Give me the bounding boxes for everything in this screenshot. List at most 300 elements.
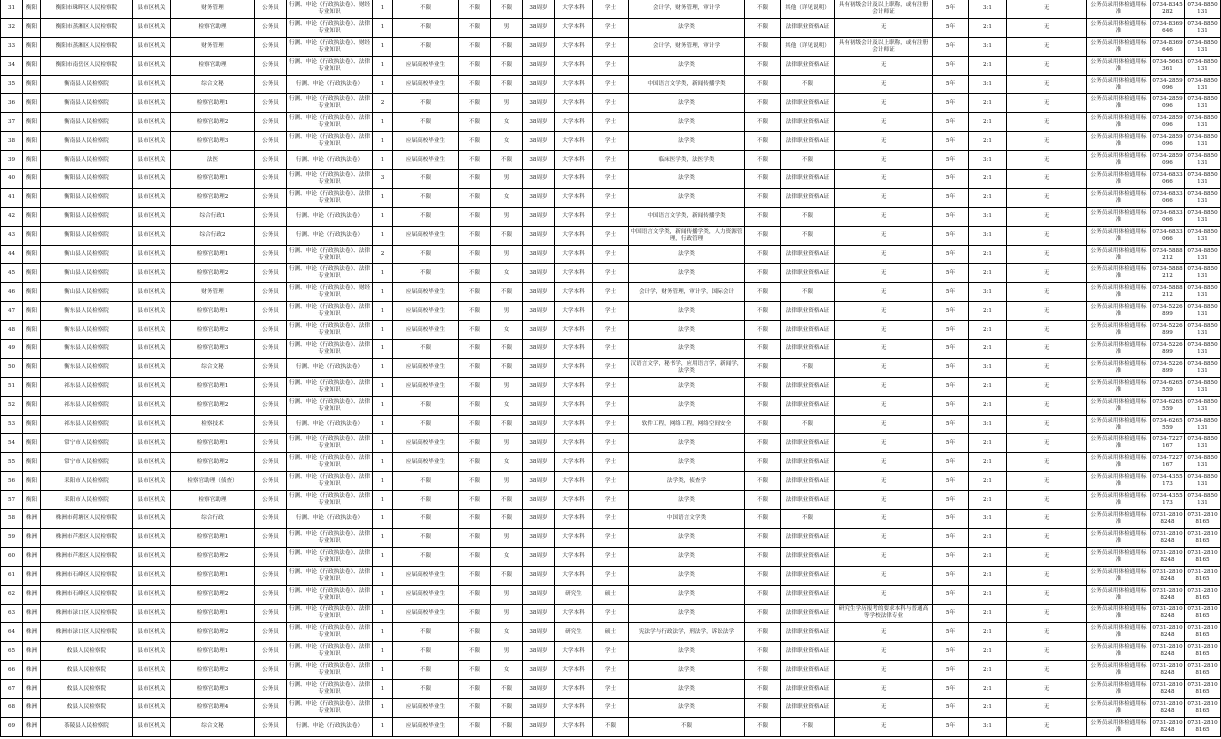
agency-cell: 衡南县人民检察院 xyxy=(41,151,133,170)
physical-exam-cell: 公务员录用体检通用标准 xyxy=(1087,302,1151,321)
education-cell: 大学本科 xyxy=(555,94,593,113)
gender-cell: 男 xyxy=(491,18,523,37)
agency-cell: 攸县人民检察院 xyxy=(41,680,133,699)
agency-level-cell: 县市区机关 xyxy=(133,226,171,245)
education-cell: 大学本科 xyxy=(555,0,593,18)
ethnicity-cell: 不限 xyxy=(459,18,491,37)
seq-cell: 38 xyxy=(1,132,23,151)
service-years-cell: 5年 xyxy=(933,680,969,699)
qualification-cell: 不限 xyxy=(781,358,835,377)
staff-type-cell: 公务员 xyxy=(255,453,287,472)
skills-test-cell: 无 xyxy=(1007,604,1087,623)
political-status-cell: 不限 xyxy=(745,604,781,623)
position-cell: 检察官助理 xyxy=(171,56,255,75)
qualification-cell: 法律职业资格A证 xyxy=(781,566,835,585)
ethnicity-cell: 不限 xyxy=(459,151,491,170)
supervisor-phone-cell: 0734-8850131 xyxy=(1185,340,1221,359)
staff-type-cell: 公务员 xyxy=(255,188,287,207)
service-years-cell: 5年 xyxy=(933,623,969,642)
seq-cell: 33 xyxy=(1,37,23,56)
interview-ratio-cell: 2:1 xyxy=(969,113,1007,132)
ethnicity-cell: 不限 xyxy=(459,226,491,245)
political-status-cell: 不限 xyxy=(745,18,781,37)
staff-type-cell: 公务员 xyxy=(255,623,287,642)
physical-exam-cell: 公务员录用体检通用标准 xyxy=(1087,151,1151,170)
physical-exam-cell: 公务员录用体检通用标准 xyxy=(1087,585,1151,604)
service-years-cell: 5年 xyxy=(933,510,969,529)
applicant-source-cell: 应届高校毕业生 xyxy=(393,321,459,340)
table-row xyxy=(1,642,1221,661)
degree-cell: 学士 xyxy=(593,226,629,245)
interview-ratio-cell: 3:1 xyxy=(969,207,1007,226)
degree-cell: 学士 xyxy=(593,75,629,94)
applicant-source-cell: 不限 xyxy=(393,264,459,283)
age-cell: 38周岁 xyxy=(523,170,555,189)
agency-level-cell: 县市区机关 xyxy=(133,528,171,547)
age-cell: 38周岁 xyxy=(523,321,555,340)
exam-subject-cell: 行测、申论（行政执法卷）、法律专业知识 xyxy=(287,132,373,151)
agency-level-cell: 县市区机关 xyxy=(133,245,171,264)
exam-subject-cell: 行测、申论（行政执法卷）、法律专业知识 xyxy=(287,547,373,566)
staff-type-cell: 公务员 xyxy=(255,283,287,302)
agency-cell: 攸县人民检察院 xyxy=(41,642,133,661)
staff-type-cell: 公务员 xyxy=(255,566,287,585)
contact-phone-cell: 0734-5226899 xyxy=(1151,340,1185,359)
contact-phone-cell: 0734-7227167 xyxy=(1151,453,1185,472)
contact-phone-cell: 0731-28108248 xyxy=(1151,623,1185,642)
supervisor-phone-cell: 0734-8850131 xyxy=(1185,226,1221,245)
contact-phone-cell: 0731-28108248 xyxy=(1151,680,1185,699)
service-years-cell: 5年 xyxy=(933,132,969,151)
political-status-cell: 不限 xyxy=(745,566,781,585)
exam-subject-cell: 行测、申论（行政执法卷）、法律专业知识 xyxy=(287,642,373,661)
exam-subject-cell: 行测、申论（行政执法卷）、法律专业知识 xyxy=(287,623,373,642)
supervisor-phone-cell: 0734-8850131 xyxy=(1185,113,1221,132)
ethnicity-cell: 不限 xyxy=(459,37,491,56)
political-status-cell: 不限 xyxy=(745,188,781,207)
staff-type-cell: 公务员 xyxy=(255,680,287,699)
table-row xyxy=(1,604,1221,623)
education-cell: 大学本科 xyxy=(555,358,593,377)
major-cell: 中国语言文学类 xyxy=(629,510,745,529)
seq-cell: 54 xyxy=(1,434,23,453)
gender-cell: 男 xyxy=(491,472,523,491)
applicant-source-cell: 不限 xyxy=(393,113,459,132)
other-requirements-cell: 无 xyxy=(835,510,933,529)
major-cell: 法学类 xyxy=(629,321,745,340)
political-status-cell: 不限 xyxy=(745,415,781,434)
agency-cell: 衡南县人民检察院 xyxy=(41,132,133,151)
headcount-cell: 1 xyxy=(373,434,393,453)
qualification-cell: 法律职业资格A证 xyxy=(781,491,835,510)
applicant-source-cell: 应届高校毕业生 xyxy=(393,604,459,623)
agency-level-cell: 县市区机关 xyxy=(133,94,171,113)
service-years-cell: 5年 xyxy=(933,188,969,207)
education-cell: 大学本科 xyxy=(555,698,593,717)
staff-type-cell: 公务员 xyxy=(255,698,287,717)
supervisor-phone-cell: 0734-8850131 xyxy=(1185,132,1221,151)
seq-cell: 48 xyxy=(1,321,23,340)
position-cell: 检察官助理2 xyxy=(171,113,255,132)
gender-cell: 男 xyxy=(491,604,523,623)
position-cell: 财务管理 xyxy=(171,283,255,302)
major-cell: 法学类 xyxy=(629,661,745,680)
other-requirements-cell: 无 xyxy=(835,585,933,604)
major-cell: 法学类 xyxy=(629,642,745,661)
exam-subject-cell: 行测、申论（行政执法卷）、法律专业知识 xyxy=(287,434,373,453)
political-status-cell: 不限 xyxy=(745,245,781,264)
service-years-cell: 5年 xyxy=(933,604,969,623)
applicant-source-cell: 不限 xyxy=(393,661,459,680)
education-cell: 大学本科 xyxy=(555,680,593,699)
position-cell: 检察官助理1 xyxy=(171,566,255,585)
ethnicity-cell: 不限 xyxy=(459,566,491,585)
age-cell: 38周岁 xyxy=(523,94,555,113)
agency-level-cell: 县市区机关 xyxy=(133,283,171,302)
contact-phone-cell: 0734-4355173 xyxy=(1151,472,1185,491)
position-cell: 综合行政2 xyxy=(171,226,255,245)
degree-cell: 学士 xyxy=(593,340,629,359)
applicant-source-cell: 不限 xyxy=(393,547,459,566)
headcount-cell: 1 xyxy=(373,698,393,717)
seq-cell: 49 xyxy=(1,340,23,359)
agency-cell: 衡山县人民检察院 xyxy=(41,283,133,302)
skills-test-cell: 无 xyxy=(1007,510,1087,529)
degree-cell: 学士 xyxy=(593,434,629,453)
city-cell: 株洲 xyxy=(23,623,41,642)
interview-ratio-cell: 2:1 xyxy=(969,698,1007,717)
other-requirements-cell: 无 xyxy=(835,170,933,189)
qualification-cell: 不限 xyxy=(781,151,835,170)
contact-phone-cell: 0734-6265559 xyxy=(1151,377,1185,396)
agency-cell: 株洲市芦淞区人民检察院 xyxy=(41,547,133,566)
applicant-source-cell: 应届高校毕业生 xyxy=(393,377,459,396)
seq-cell: 53 xyxy=(1,415,23,434)
other-requirements-cell: 无 xyxy=(835,566,933,585)
degree-cell: 学士 xyxy=(593,188,629,207)
supervisor-phone-cell: 0734-8850131 xyxy=(1185,283,1221,302)
service-years-cell: 5年 xyxy=(933,94,969,113)
headcount-cell: 1 xyxy=(373,226,393,245)
agency-level-cell: 县市区机关 xyxy=(133,340,171,359)
education-cell: 大学本科 xyxy=(555,37,593,56)
age-cell: 38周岁 xyxy=(523,37,555,56)
agency-level-cell: 县市区机关 xyxy=(133,358,171,377)
seq-cell: 69 xyxy=(1,717,23,736)
position-cell: 检察官助理1 xyxy=(171,245,255,264)
skills-test-cell: 无 xyxy=(1007,207,1087,226)
agency-cell: 衡东县人民检察院 xyxy=(41,302,133,321)
applicant-source-cell: 不限 xyxy=(393,170,459,189)
skills-test-cell: 无 xyxy=(1007,680,1087,699)
table-row xyxy=(1,245,1221,264)
education-cell: 大学本科 xyxy=(555,717,593,736)
agency-level-cell: 县市区机关 xyxy=(133,415,171,434)
qualification-cell: 法律职业资格A证 xyxy=(781,680,835,699)
staff-type-cell: 公务员 xyxy=(255,245,287,264)
age-cell: 38周岁 xyxy=(523,113,555,132)
physical-exam-cell: 公务员录用体检通用标准 xyxy=(1087,113,1151,132)
agency-level-cell: 县市区机关 xyxy=(133,113,171,132)
city-cell: 株洲 xyxy=(23,661,41,680)
table-row xyxy=(1,264,1221,283)
agency-level-cell: 县市区机关 xyxy=(133,264,171,283)
skills-test-cell: 无 xyxy=(1007,698,1087,717)
ethnicity-cell: 不限 xyxy=(459,472,491,491)
exam-subject-cell: 行测、申论（行政执法卷）、法律专业知识 xyxy=(287,264,373,283)
service-years-cell: 5年 xyxy=(933,566,969,585)
table-row xyxy=(1,698,1221,717)
seq-cell: 59 xyxy=(1,528,23,547)
gender-cell: 女 xyxy=(491,547,523,566)
age-cell: 38周岁 xyxy=(523,528,555,547)
gender-cell: 不限 xyxy=(491,0,523,18)
position-cell: 检察官助理2 xyxy=(171,547,255,566)
qualification-cell: 法律职业资格A证 xyxy=(781,642,835,661)
agency-cell: 衡山县人民检察院 xyxy=(41,245,133,264)
skills-test-cell: 无 xyxy=(1007,245,1087,264)
ethnicity-cell: 不限 xyxy=(459,434,491,453)
city-cell: 株洲 xyxy=(23,680,41,699)
table-row xyxy=(1,717,1221,736)
skills-test-cell: 无 xyxy=(1007,623,1087,642)
gender-cell: 不限 xyxy=(491,358,523,377)
agency-cell: 祁东县人民检察院 xyxy=(41,396,133,415)
ethnicity-cell: 不限 xyxy=(459,302,491,321)
service-years-cell: 5年 xyxy=(933,415,969,434)
headcount-cell: 1 xyxy=(373,264,393,283)
qualification-cell: 不限 xyxy=(781,510,835,529)
degree-cell: 学士 xyxy=(593,18,629,37)
service-years-cell: 5年 xyxy=(933,585,969,604)
service-years-cell: 5年 xyxy=(933,113,969,132)
contact-phone-cell: 0734-2859096 xyxy=(1151,151,1185,170)
staff-type-cell: 公务员 xyxy=(255,0,287,18)
gender-cell: 不限 xyxy=(491,151,523,170)
contact-phone-cell: 0731-28108248 xyxy=(1151,661,1185,680)
major-cell: 会计学，财务管理，审计学 xyxy=(629,37,745,56)
interview-ratio-cell: 3:1 xyxy=(969,75,1007,94)
degree-cell: 学士 xyxy=(593,94,629,113)
degree-cell: 学士 xyxy=(593,264,629,283)
qualification-cell: 不限 xyxy=(781,717,835,736)
applicant-source-cell: 不限 xyxy=(393,510,459,529)
city-cell: 株洲 xyxy=(23,604,41,623)
gender-cell: 男 xyxy=(491,434,523,453)
staff-type-cell: 公务员 xyxy=(255,94,287,113)
agency-level-cell: 县市区机关 xyxy=(133,188,171,207)
position-cell: 检察官助理2 xyxy=(171,661,255,680)
seq-cell: 50 xyxy=(1,358,23,377)
qualification-cell: 法律职业资格A证 xyxy=(781,340,835,359)
interview-ratio-cell: 3:1 xyxy=(969,510,1007,529)
political-status-cell: 不限 xyxy=(745,321,781,340)
staff-type-cell: 公务员 xyxy=(255,585,287,604)
qualification-cell: 不限 xyxy=(781,207,835,226)
age-cell: 38周岁 xyxy=(523,566,555,585)
position-cell: 检察官助理2 xyxy=(171,623,255,642)
agency-level-cell: 县市区机关 xyxy=(133,302,171,321)
table-row xyxy=(1,566,1221,585)
agency-level-cell: 县市区机关 xyxy=(133,170,171,189)
major-cell: 临床医学类，法医学类 xyxy=(629,151,745,170)
interview-ratio-cell: 3:1 xyxy=(969,151,1007,170)
supervisor-phone-cell: 0734-8850131 xyxy=(1185,358,1221,377)
interview-ratio-cell: 2:1 xyxy=(969,245,1007,264)
seq-cell: 40 xyxy=(1,170,23,189)
agency-cell: 株洲市渌口区人民检察院 xyxy=(41,623,133,642)
agency-cell: 衡阳县人民检察院 xyxy=(41,207,133,226)
age-cell: 38周岁 xyxy=(523,680,555,699)
education-cell: 大学本科 xyxy=(555,75,593,94)
applicant-source-cell: 不限 xyxy=(393,18,459,37)
table-row xyxy=(1,434,1221,453)
interview-ratio-cell: 2:1 xyxy=(969,661,1007,680)
qualification-cell: 法律职业资格A证 xyxy=(781,321,835,340)
major-cell: 软件工程，网络工程，网络空间安全 xyxy=(629,415,745,434)
political-status-cell: 不限 xyxy=(745,94,781,113)
applicant-source-cell: 应届高校毕业生 xyxy=(393,56,459,75)
agency-cell: 常宁市人民检察院 xyxy=(41,434,133,453)
education-cell: 研究生 xyxy=(555,623,593,642)
degree-cell: 学士 xyxy=(593,472,629,491)
service-years-cell: 5年 xyxy=(933,56,969,75)
agency-cell: 耒阳市人民检察院 xyxy=(41,491,133,510)
qualification-cell: 法律职业资格A证 xyxy=(781,698,835,717)
position-cell: 财务管理 xyxy=(171,0,255,18)
skills-test-cell: 无 xyxy=(1007,18,1087,37)
staff-type-cell: 公务员 xyxy=(255,472,287,491)
other-requirements-cell: 无 xyxy=(835,623,933,642)
other-requirements-cell: 无 xyxy=(835,264,933,283)
supervisor-phone-cell: 0731-28108165 xyxy=(1185,585,1221,604)
position-cell: 检察官助理1 xyxy=(171,94,255,113)
physical-exam-cell: 公务员录用体检通用标准 xyxy=(1087,698,1151,717)
interview-ratio-cell: 2:1 xyxy=(969,132,1007,151)
staff-type-cell: 公务员 xyxy=(255,491,287,510)
supervisor-phone-cell: 0734-8850131 xyxy=(1185,264,1221,283)
skills-test-cell: 无 xyxy=(1007,434,1087,453)
skills-test-cell: 无 xyxy=(1007,528,1087,547)
applicant-source-cell: 不限 xyxy=(393,188,459,207)
interview-ratio-cell: 3:1 xyxy=(969,717,1007,736)
service-years-cell: 5年 xyxy=(933,302,969,321)
physical-exam-cell: 公务员录用体检通用标准 xyxy=(1087,0,1151,18)
city-cell: 株洲 xyxy=(23,510,41,529)
agency-level-cell: 县市区机关 xyxy=(133,132,171,151)
contact-phone-cell: 0734-6265559 xyxy=(1151,396,1185,415)
age-cell: 38周岁 xyxy=(523,226,555,245)
interview-ratio-cell: 3:1 xyxy=(969,283,1007,302)
education-cell: 大学本科 xyxy=(555,207,593,226)
headcount-cell: 2 xyxy=(373,245,393,264)
position-cell: 检察官助理3 xyxy=(171,132,255,151)
qualification-cell: 法律职业资格A证 xyxy=(781,188,835,207)
ethnicity-cell: 不限 xyxy=(459,207,491,226)
staff-type-cell: 公务员 xyxy=(255,321,287,340)
interview-ratio-cell: 2:1 xyxy=(969,340,1007,359)
applicant-source-cell: 不限 xyxy=(393,37,459,56)
physical-exam-cell: 公务员录用体检通用标准 xyxy=(1087,245,1151,264)
city-cell: 衡阳 xyxy=(23,377,41,396)
contact-phone-cell: 0734-5663361 xyxy=(1151,56,1185,75)
table-row xyxy=(1,302,1221,321)
qualification-cell: 法律职业资格A证 xyxy=(781,661,835,680)
contact-phone-cell: 0731-28108248 xyxy=(1151,566,1185,585)
exam-subject-cell: 行测、申论（行政执法卷）、法律专业知识 xyxy=(287,113,373,132)
exam-subject-cell: 行测、申论（行政执法卷）、法律专业知识 xyxy=(287,321,373,340)
interview-ratio-cell: 3:1 xyxy=(969,226,1007,245)
gender-cell: 女 xyxy=(491,264,523,283)
exam-subject-cell: 行测、申论（行政执法卷）、法律专业知识 xyxy=(287,245,373,264)
ethnicity-cell: 不限 xyxy=(459,340,491,359)
supervisor-phone-cell: 0734-8850131 xyxy=(1185,151,1221,170)
service-years-cell: 5年 xyxy=(933,661,969,680)
skills-test-cell: 无 xyxy=(1007,151,1087,170)
exam-subject-cell: 行测、申论（行政执法卷）、财经专业知识 xyxy=(287,37,373,56)
supervisor-phone-cell: 0734-8850131 xyxy=(1185,415,1221,434)
skills-test-cell: 无 xyxy=(1007,415,1087,434)
interview-ratio-cell: 2:1 xyxy=(969,302,1007,321)
age-cell: 38周岁 xyxy=(523,151,555,170)
degree-cell: 学士 xyxy=(593,321,629,340)
agency-level-cell: 县市区机关 xyxy=(133,151,171,170)
other-requirements-cell: 无 xyxy=(835,661,933,680)
exam-subject-cell: 行测、申论（行政执法卷）、法律专业知识 xyxy=(287,56,373,75)
city-cell: 衡阳 xyxy=(23,453,41,472)
interview-ratio-cell: 2:1 xyxy=(969,642,1007,661)
seq-cell: 36 xyxy=(1,94,23,113)
table-row xyxy=(1,510,1221,529)
contact-phone-cell: 0734-6833066 xyxy=(1151,188,1185,207)
service-years-cell: 5年 xyxy=(933,18,969,37)
major-cell: 中国语言文学类，新闻传播学类，人力资源管理，行政管理 xyxy=(629,226,745,245)
position-cell: 综合行政 xyxy=(171,510,255,529)
city-cell: 衡阳 xyxy=(23,302,41,321)
major-cell: 中国语言文学类，新闻传播学类 xyxy=(629,75,745,94)
headcount-cell: 1 xyxy=(373,321,393,340)
ethnicity-cell: 不限 xyxy=(459,604,491,623)
service-years-cell: 5年 xyxy=(933,340,969,359)
position-cell: 检察技术 xyxy=(171,415,255,434)
qualification-cell: 不限 xyxy=(781,75,835,94)
gender-cell: 不限 xyxy=(491,56,523,75)
education-cell: 大学本科 xyxy=(555,18,593,37)
political-status-cell: 不限 xyxy=(745,302,781,321)
political-status-cell: 不限 xyxy=(745,396,781,415)
service-years-cell: 5年 xyxy=(933,472,969,491)
interview-ratio-cell: 2:1 xyxy=(969,170,1007,189)
age-cell: 38周岁 xyxy=(523,358,555,377)
exam-subject-cell: 行测、申论（行政执法卷） xyxy=(287,151,373,170)
seq-cell: 62 xyxy=(1,585,23,604)
qualification-cell: 法律职业资格A证 xyxy=(781,472,835,491)
agency-level-cell: 县市区机关 xyxy=(133,585,171,604)
degree-cell: 学士 xyxy=(593,56,629,75)
table-row xyxy=(1,680,1221,699)
supervisor-phone-cell: 0731-28108165 xyxy=(1185,680,1221,699)
gender-cell: 不限 xyxy=(491,37,523,56)
degree-cell: 学士 xyxy=(593,302,629,321)
other-requirements-cell: 无 xyxy=(835,434,933,453)
table-body xyxy=(1,0,1221,736)
position-cell: 法医 xyxy=(171,151,255,170)
applicant-source-cell: 不限 xyxy=(393,491,459,510)
ethnicity-cell: 不限 xyxy=(459,396,491,415)
exam-subject-cell: 行测、申论（行政执法卷）、法律专业知识 xyxy=(287,170,373,189)
interview-ratio-cell: 3:1 xyxy=(969,358,1007,377)
skills-test-cell: 无 xyxy=(1007,264,1087,283)
